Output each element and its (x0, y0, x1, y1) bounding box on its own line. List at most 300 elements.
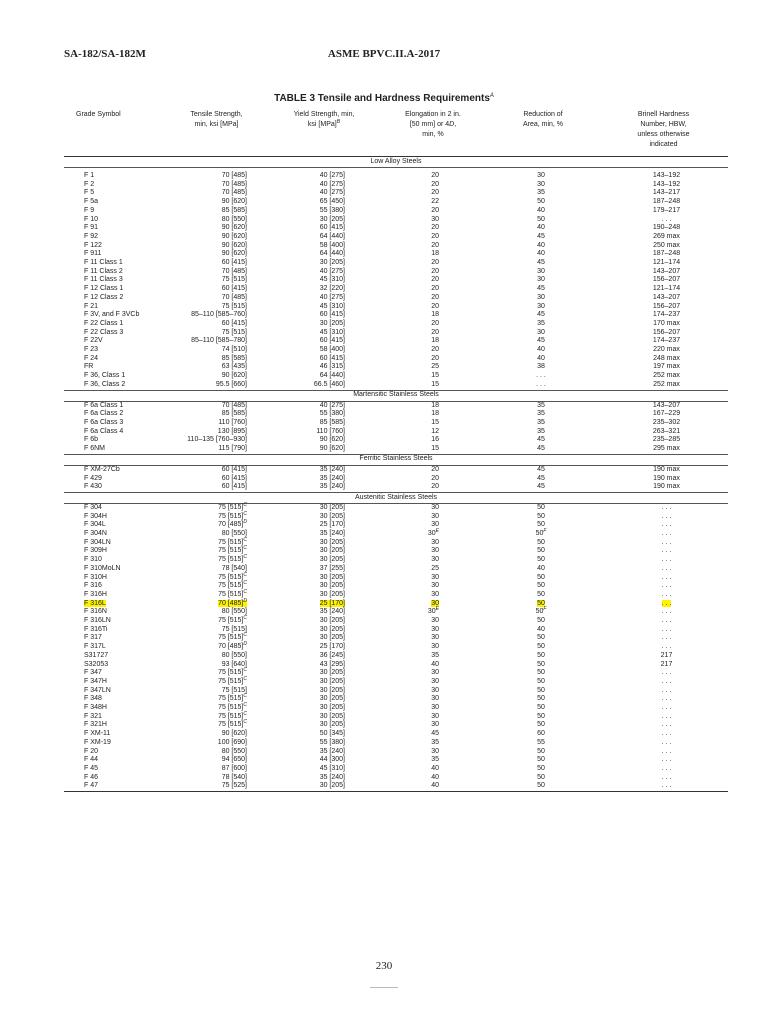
cell-tensile-value (218, 445, 247, 452)
cell-reduction-value (537, 436, 545, 443)
cell-reduction (487, 224, 599, 233)
cell-hardness-text: . . . (661, 704, 672, 712)
cell-yield-value (320, 617, 345, 624)
cell-yield-value (320, 574, 345, 581)
cell-elongation (379, 346, 487, 355)
cell-reduction (487, 259, 599, 268)
cell-grade-value (84, 765, 98, 772)
table-row (64, 765, 728, 774)
cell-reduction-value (537, 591, 545, 598)
cell-grade-text: F 22 Class 3 (84, 328, 124, 336)
table-row (64, 337, 728, 346)
cell-elongation-value (431, 565, 439, 572)
cell-yield-value (320, 410, 345, 417)
cell-reduction-text: 50 (537, 660, 545, 668)
cell-hardness-text: . . . (661, 712, 672, 720)
cell-yield-text: 45 [310] (319, 765, 345, 772)
cell-reduction-value (537, 233, 545, 240)
cell-elongation-text: 30 (431, 538, 439, 546)
cell-hardness-text: . . . (661, 773, 672, 781)
cell-tensile-footnote: C (243, 719, 247, 726)
cell-hardness-text: . . . (661, 538, 672, 546)
cell-tensile-value (222, 189, 247, 196)
cell-tensile (164, 285, 269, 294)
cell-grade-value (84, 311, 139, 318)
cell-hardness (599, 626, 728, 635)
table-row (64, 634, 728, 643)
cell-grade-value (84, 513, 107, 520)
cell-tensile-footnote: D (243, 597, 247, 604)
table-title (0, 93, 768, 104)
cell-yield-text: 35 [240] (319, 483, 345, 491)
cell-reduction-text: 45 (537, 436, 545, 444)
cell-hardness-text: 143–192 (652, 172, 681, 179)
cell-grade (64, 521, 164, 530)
cell-tensile (164, 381, 269, 390)
table-row (64, 465, 728, 474)
cell-tensile-text: 70 [485] (218, 521, 244, 529)
cell-yield (269, 172, 379, 181)
cell-hardness-value (653, 276, 680, 283)
cell-hardness-value (662, 574, 672, 581)
cell-grade-value (84, 748, 98, 755)
cell-elongation (379, 363, 487, 372)
cell-tensile (164, 687, 269, 696)
cell-tensile-value (222, 207, 247, 214)
cell-yield (269, 643, 379, 652)
cell-yield-value (320, 189, 345, 196)
cell-grade (64, 436, 164, 445)
cell-yield (269, 250, 379, 259)
table-row (64, 198, 728, 207)
cell-reduction-value (537, 268, 545, 275)
cell-hardness-value (662, 608, 672, 615)
cell-hardness-text: 295 max (653, 445, 680, 453)
cell-yield-value (320, 600, 345, 607)
cell-yield-text: 60 [415] (319, 311, 345, 319)
cell-reduction (487, 329, 599, 338)
cell-grade-text: F 11 Class 3 (84, 276, 123, 284)
cell-tensile (164, 268, 269, 277)
cell-grade-value (84, 782, 98, 789)
cell-hardness-text: . . . (661, 721, 672, 729)
cell-tensile (164, 172, 269, 181)
cell-tensile-value (187, 436, 247, 443)
cell-hardness-value (662, 669, 672, 676)
cell-grade (64, 381, 164, 390)
cell-reduction-value (537, 634, 545, 641)
cell-tensile-text: 115 [790] (218, 445, 247, 453)
cell-grade-text: F 347 (84, 669, 102, 677)
cell-yield-text: 58 [400] (319, 241, 345, 249)
cell-reduction (487, 445, 599, 454)
table-header-row (64, 108, 728, 157)
cell-reduction-value (537, 259, 545, 266)
table-row (64, 381, 728, 390)
cell-hardness (599, 189, 728, 198)
cell-elongation-value (431, 539, 439, 546)
cell-yield (269, 216, 379, 225)
cell-grade-value (84, 402, 123, 409)
cell-tensile-footnote: C (243, 580, 247, 587)
cell-tensile-value (222, 765, 247, 772)
cell-grade (64, 401, 164, 410)
cell-reduction (487, 311, 599, 320)
cell-hardness (599, 224, 728, 233)
cell-reduction-value (537, 626, 545, 633)
cell-hardness (599, 608, 728, 617)
cell-elongation (379, 687, 487, 696)
cell-yield (269, 652, 379, 661)
cell-reduction-text: 50 (537, 582, 545, 590)
cell-hardness-value (653, 189, 680, 196)
cell-yield-value (320, 181, 345, 188)
cell-tensile (164, 547, 269, 556)
cell-grade (64, 582, 164, 591)
cell-grade-value (84, 436, 98, 443)
col-header-yield-line2: ksi [MPa] (307, 121, 337, 128)
cell-reduction-text: 50 (537, 721, 545, 729)
cell-hardness-text: . . . (661, 677, 672, 685)
cell-elongation-value (431, 713, 439, 720)
cell-elongation-text: 18 (431, 311, 439, 319)
cell-tensile-value (191, 311, 247, 318)
cell-hardness (599, 475, 728, 484)
cell-tensile (164, 198, 269, 207)
cell-reduction (487, 233, 599, 242)
cell-grade-text: F XM-11 (84, 730, 111, 738)
cell-grade-value (84, 181, 94, 188)
cell-yield-value (320, 294, 345, 301)
cell-yield (269, 669, 379, 678)
cell-reduction-value (537, 181, 545, 188)
cell-yield-text: 30 [205] (319, 634, 345, 642)
cell-grade (64, 730, 164, 739)
cell-yield (269, 276, 379, 285)
table-row (64, 363, 728, 372)
cell-elongation-text: 18 (431, 337, 439, 345)
cell-reduction-value (537, 556, 545, 563)
cell-elongation-text: 20 (431, 224, 439, 232)
cell-elongation (379, 465, 487, 474)
cell-tensile-text: 78 [540] (221, 564, 247, 572)
cell-tensile (164, 739, 269, 748)
cell-yield-value (320, 678, 345, 685)
cell-yield-value (320, 661, 345, 668)
cell-yield-value (320, 303, 345, 310)
section-header-row (64, 390, 728, 401)
cell-elongation-text: 30 (431, 686, 439, 694)
cell-hardness-text: 187–248 (652, 250, 681, 258)
cell-yield-value (320, 466, 345, 473)
cell-tensile-footnote: C (243, 675, 247, 682)
cell-tensile (164, 410, 269, 419)
cell-hardness-value (653, 329, 680, 336)
cell-yield (269, 242, 379, 251)
cell-grade-text: F 316H (84, 590, 107, 598)
cell-tensile-text: 94 [650] (221, 756, 247, 764)
table-row (64, 539, 728, 548)
cell-hardness-text: 217 (660, 651, 673, 659)
cell-elongation (379, 329, 487, 338)
cell-reduction-text: 50 (537, 651, 545, 659)
cell-tensile-text: 75 [515] (218, 721, 244, 729)
col-header-tensile-line1: Tensile Strength, (190, 111, 243, 118)
cell-hardness (599, 198, 728, 207)
cell-reduction-value (537, 466, 545, 473)
cell-yield (269, 678, 379, 687)
cell-hardness-text: . . . (661, 730, 672, 738)
cell-yield-text: 35 [240] (319, 530, 345, 538)
cell-reduction (487, 337, 599, 346)
cell-elongation-value (431, 224, 439, 231)
cell-hardness-value (662, 713, 672, 720)
cell-yield-value (320, 608, 345, 615)
cell-tensile (164, 756, 269, 765)
cell-elongation-value (431, 475, 439, 482)
cell-grade (64, 643, 164, 652)
cell-yield (269, 445, 379, 454)
cell-grade-value (84, 337, 103, 344)
cell-elongation (379, 730, 487, 739)
cell-grade-value (84, 582, 102, 589)
cell-reduction (487, 730, 599, 739)
cell-reduction (487, 678, 599, 687)
cell-elongation (379, 539, 487, 548)
cell-reduction-text: 50 (535, 530, 544, 538)
cell-reduction-value (537, 250, 545, 257)
cell-reduction-text: 45 (537, 285, 545, 293)
cell-hardness-text: 190 max (653, 483, 680, 491)
cell-reduction (487, 704, 599, 713)
cell-yield-value (320, 250, 345, 257)
cell-yield-text: 35 [240] (319, 465, 345, 473)
cell-tensile-text: 75 [525] (221, 782, 247, 790)
col-header-yield (269, 108, 379, 157)
cell-tensile-text: 130 [895] (217, 427, 247, 435)
cell-yield (269, 224, 379, 233)
table-row (64, 556, 728, 565)
cell-tensile (164, 503, 269, 512)
cell-reduction-text: 30 (537, 180, 545, 188)
cell-elongation-value (431, 216, 439, 223)
cell-hardness-value (653, 285, 680, 292)
cell-yield-text: 30 [205] (319, 686, 345, 694)
cell-reduction-text: 35 (537, 410, 545, 418)
cell-tensile (164, 721, 269, 730)
cell-grade (64, 259, 164, 268)
cell-hardness-value (653, 410, 680, 417)
cell-reduction-text: 50 (537, 756, 545, 764)
cell-elongation (379, 410, 487, 419)
cell-grade-text: F 11 Class 1 (84, 259, 123, 267)
cell-yield-text: 30 [205] (319, 259, 345, 267)
cell-hardness-text: 143–207 (652, 293, 681, 301)
cell-yield (269, 410, 379, 419)
cell-elongation-text: 20 (431, 483, 439, 491)
cell-elongation-text: 30 (431, 573, 439, 581)
cell-hardness-value (653, 419, 680, 426)
cell-yield (269, 381, 379, 390)
cell-grade-text: F 6a Class 4 (84, 427, 124, 435)
cell-reduction-text: 50 (537, 599, 545, 607)
cell-yield-text: 60 [415] (319, 354, 345, 362)
cell-grade-value (84, 320, 123, 327)
cell-tensile-text: 60 [415] (221, 285, 247, 293)
cell-elongation-value (431, 730, 439, 737)
cell-yield-text: 30 [205] (319, 677, 345, 685)
cell-elongation-text: 20 (431, 465, 439, 473)
cell-elongation-text: 40 (431, 765, 439, 772)
cell-elongation-value (431, 582, 439, 589)
cell-tensile-text: 70 [485] (221, 189, 247, 197)
cell-elongation-value (431, 661, 439, 668)
cell-yield (269, 233, 379, 242)
cell-elongation (379, 250, 487, 259)
cell-tensile-text: 75 [515] (218, 556, 244, 564)
cell-grade-value (84, 661, 108, 668)
cell-reduction-value (537, 739, 545, 746)
table-row (64, 172, 728, 181)
cell-yield-text: 45 [310] (319, 328, 345, 336)
table-row (64, 483, 728, 492)
cell-reduction-text: 30 (537, 328, 545, 336)
cell-grade-text: F 6b (84, 436, 99, 444)
cell-yield-text: 35 [240] (319, 747, 345, 755)
cell-yield-text: 85 [585] (319, 418, 345, 426)
cell-hardness-text: . . . (661, 599, 672, 607)
cell-elongation (379, 626, 487, 635)
cell-reduction-value (537, 539, 545, 546)
cell-hardness-value (653, 268, 680, 275)
cell-tensile (164, 661, 269, 670)
cell-hardness (599, 483, 728, 492)
cell-reduction (487, 401, 599, 410)
cell-grade-value (84, 207, 94, 214)
cell-grade-text: F 5a (84, 198, 99, 206)
cell-reduction (487, 428, 599, 437)
cell-elongation-value (431, 678, 439, 685)
cell-reduction-text: 40 (537, 250, 545, 258)
cell-hardness (599, 381, 728, 390)
cell-yield-text: 30 [205] (319, 721, 345, 729)
cell-yield-value (320, 695, 345, 702)
cell-reduction-text: 50 (537, 669, 545, 677)
table-row (64, 678, 728, 687)
cell-yield (269, 513, 379, 522)
cell-yield-value (320, 782, 345, 789)
cell-reduction-text: 40 (537, 241, 545, 249)
cell-hardness (599, 337, 728, 346)
cell-hardness-text: 167–229 (652, 410, 681, 418)
cell-reduction-value (537, 652, 545, 659)
cell-yield-text: 30 [205] (319, 503, 345, 511)
cell-grade-text: F 122 (84, 241, 102, 249)
cell-grade-value (84, 591, 107, 598)
cell-tensile (164, 445, 269, 454)
cell-hardness-text: 248 max (653, 354, 680, 362)
cell-hardness (599, 445, 728, 454)
table-row (64, 259, 728, 268)
cell-elongation-text: 25 (431, 564, 439, 572)
cell-elongation-text: 35 (431, 651, 439, 659)
table-row (64, 436, 728, 445)
cell-yield-value (320, 329, 345, 336)
cell-elongation-value (431, 756, 439, 763)
cell-tensile (164, 311, 269, 320)
cell-elongation-value (431, 337, 439, 344)
section-header-row (64, 454, 728, 465)
cell-elongation-value (431, 189, 439, 196)
cell-tensile (164, 617, 269, 626)
cell-tensile-value (222, 259, 247, 266)
cell-tensile-text: 60 [415] (221, 465, 247, 473)
cell-elongation-value (431, 695, 439, 702)
cell-reduction (487, 465, 599, 474)
cell-yield (269, 765, 379, 774)
cell-tensile-value (218, 739, 247, 746)
cell-reduction (487, 363, 599, 372)
cell-reduction-value (536, 608, 547, 615)
cell-reduction-value (537, 678, 545, 685)
cell-tensile (164, 465, 269, 474)
cell-grade-text: F 24 (84, 354, 99, 362)
cell-reduction (487, 782, 599, 791)
cell-grade (64, 608, 164, 617)
cell-yield-text: 25 [170] (319, 643, 345, 651)
cell-hardness (599, 721, 728, 730)
cell-tensile-value (222, 198, 247, 205)
cell-grade (64, 765, 164, 774)
table-row (64, 643, 728, 652)
section-title: Austenitic Stainless Steels (64, 492, 728, 503)
cell-grade (64, 363, 164, 372)
table-row (64, 669, 728, 678)
cell-elongation-value (431, 320, 439, 327)
cell-yield-text: 64 [440] (319, 250, 345, 258)
cell-elongation-value (431, 556, 439, 563)
cell-yield (269, 428, 379, 437)
cell-tensile-text: 70 [485] (218, 643, 244, 651)
cell-grade (64, 756, 164, 765)
cell-reduction (487, 483, 599, 492)
cell-elongation-text: 30 (431, 669, 439, 677)
cell-grade (64, 513, 164, 522)
cell-reduction (487, 774, 599, 783)
cell-grade-text: F 21 (84, 302, 99, 310)
cell-tensile-footnote: C (243, 510, 247, 517)
cell-yield (269, 189, 379, 198)
cell-yield-text: 30 [205] (319, 573, 345, 581)
cell-hardness (599, 233, 728, 242)
cell-tensile-text: 80 [550] (221, 530, 247, 538)
tensile-hardness-table (64, 108, 728, 792)
cell-tensile-text: 85 [585] (221, 206, 247, 214)
cell-elongation-value (428, 608, 439, 615)
cell-hardness-text: . . . (661, 590, 672, 598)
cell-elongation-value (431, 591, 439, 598)
cell-hardness-value (653, 381, 680, 388)
cell-reduction (487, 617, 599, 626)
cell-yield-text: 30 [205] (319, 695, 345, 703)
cell-reduction-value (537, 704, 545, 711)
table-row (64, 189, 728, 198)
table-title-note: A (489, 93, 494, 99)
cell-yield-text: 60 [415] (319, 224, 345, 232)
cell-hardness-value (662, 513, 672, 520)
cell-hardness-text: . . . (661, 765, 672, 772)
cell-grade-text: F 347LN (84, 686, 111, 694)
